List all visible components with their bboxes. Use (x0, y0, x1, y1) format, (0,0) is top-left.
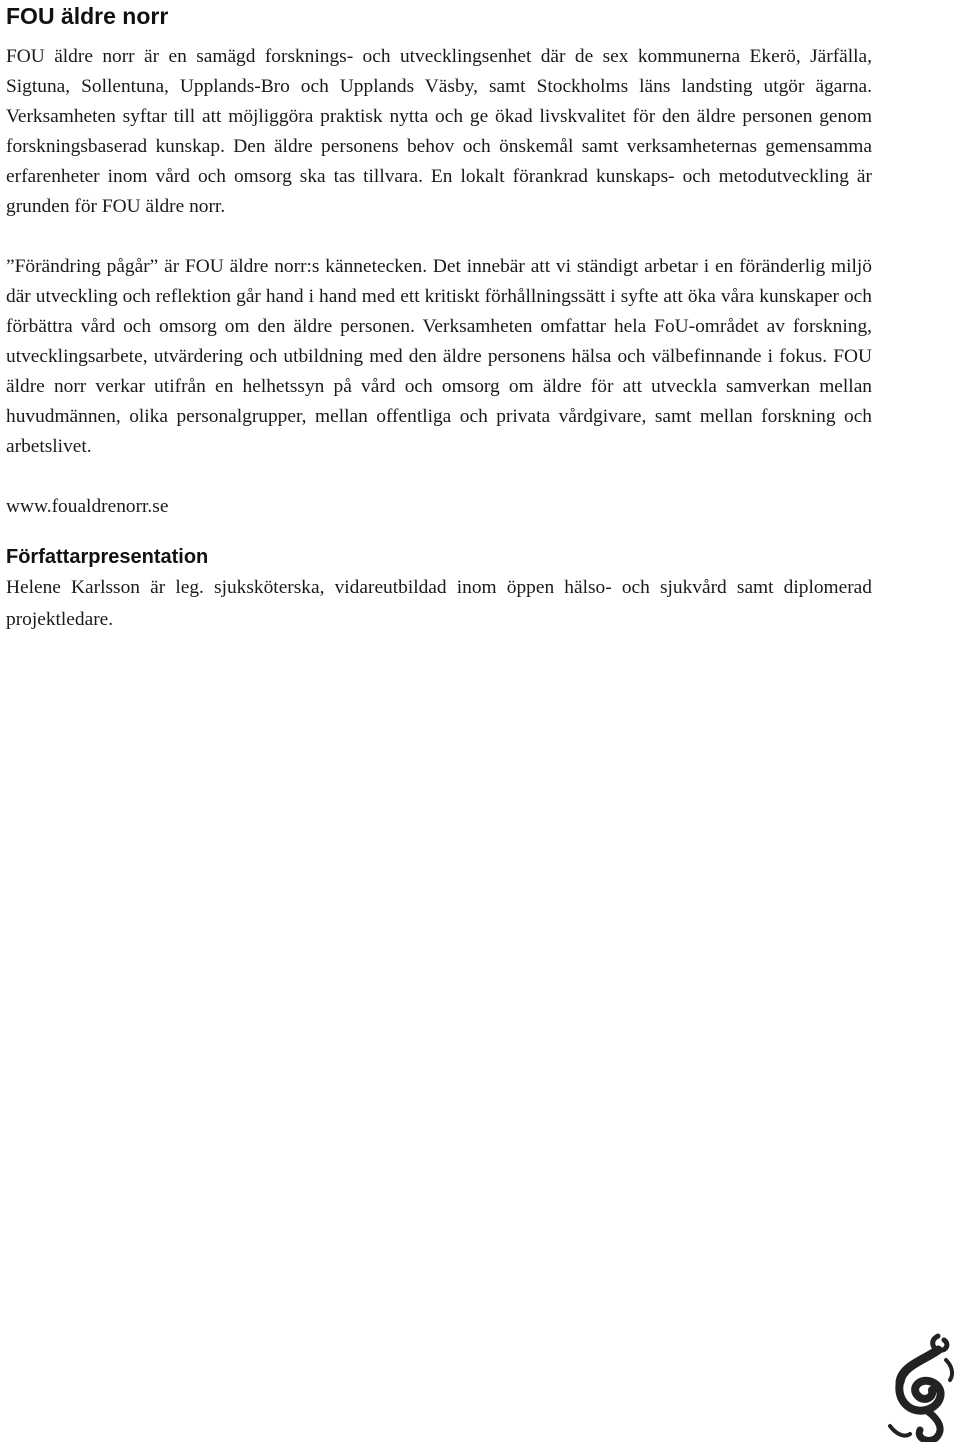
section-heading-author: Författarpresentation (6, 546, 209, 568)
document-page (6, 0, 872, 636)
description-paragraph: ”Förändring pågår” är FOU äldre norr:s kännetecken. Det innebär att vi ständigt arbetar i en föränderlig miljö där utveckling och reflektion går hand i hand med ett kritiskt förhållningssätt i syfte att öka våra kunskaper och förbättra vård och omsorg om den äldre personen. Verksamheten omfattar hela FoU-området av forskning, utvecklingsarbete, utvärdering och utbildning med den äldre personens hälsa och välbefinnande i fokus. FOU äldre norr verkar utifrån en helhetssyn på vård och omsorg om äldre för att utveckla samverkan mellan huvudmännen, olika personalgrupper, mellan offentliga och privata vårdgivare, samt mellan forskning och arbetslivet. (6, 256, 872, 457)
website-link[interactable]: www.foualdrenorr.se (6, 496, 169, 517)
page-title: FOU äldre norr (6, 3, 169, 29)
swirl-logo-icon (880, 1330, 960, 1442)
intro-paragraph: FOU äldre norr är en samägd forsknings- och utvecklingsenhet där de sex kommunerna Ekerö, Järfälla, Sigtuna, Sollentuna, Upplands-Bro och Upplands Väsby, samt Stockholms läns landsting utgör ägarna. Verksamheten syftar till att möjliggöra praktisk nytta och ge ökad livskvalitet för den äldre personen genom forskningsbaserad kunskap. Den äldre personens behov och önskemål samt verksamheternas gemensamma erfarenheter inom vård och omsorg ska tas tillvara. En lokalt förankrad kunskaps- och metodutveckling är grunden för FOU äldre norr. (6, 46, 872, 217)
author-paragraph: Helene Karlsson är leg. sjuksköterska, vidareutbildad inom öppen hälso- och sjukvård samt diplomerad projektledare. (6, 577, 872, 630)
